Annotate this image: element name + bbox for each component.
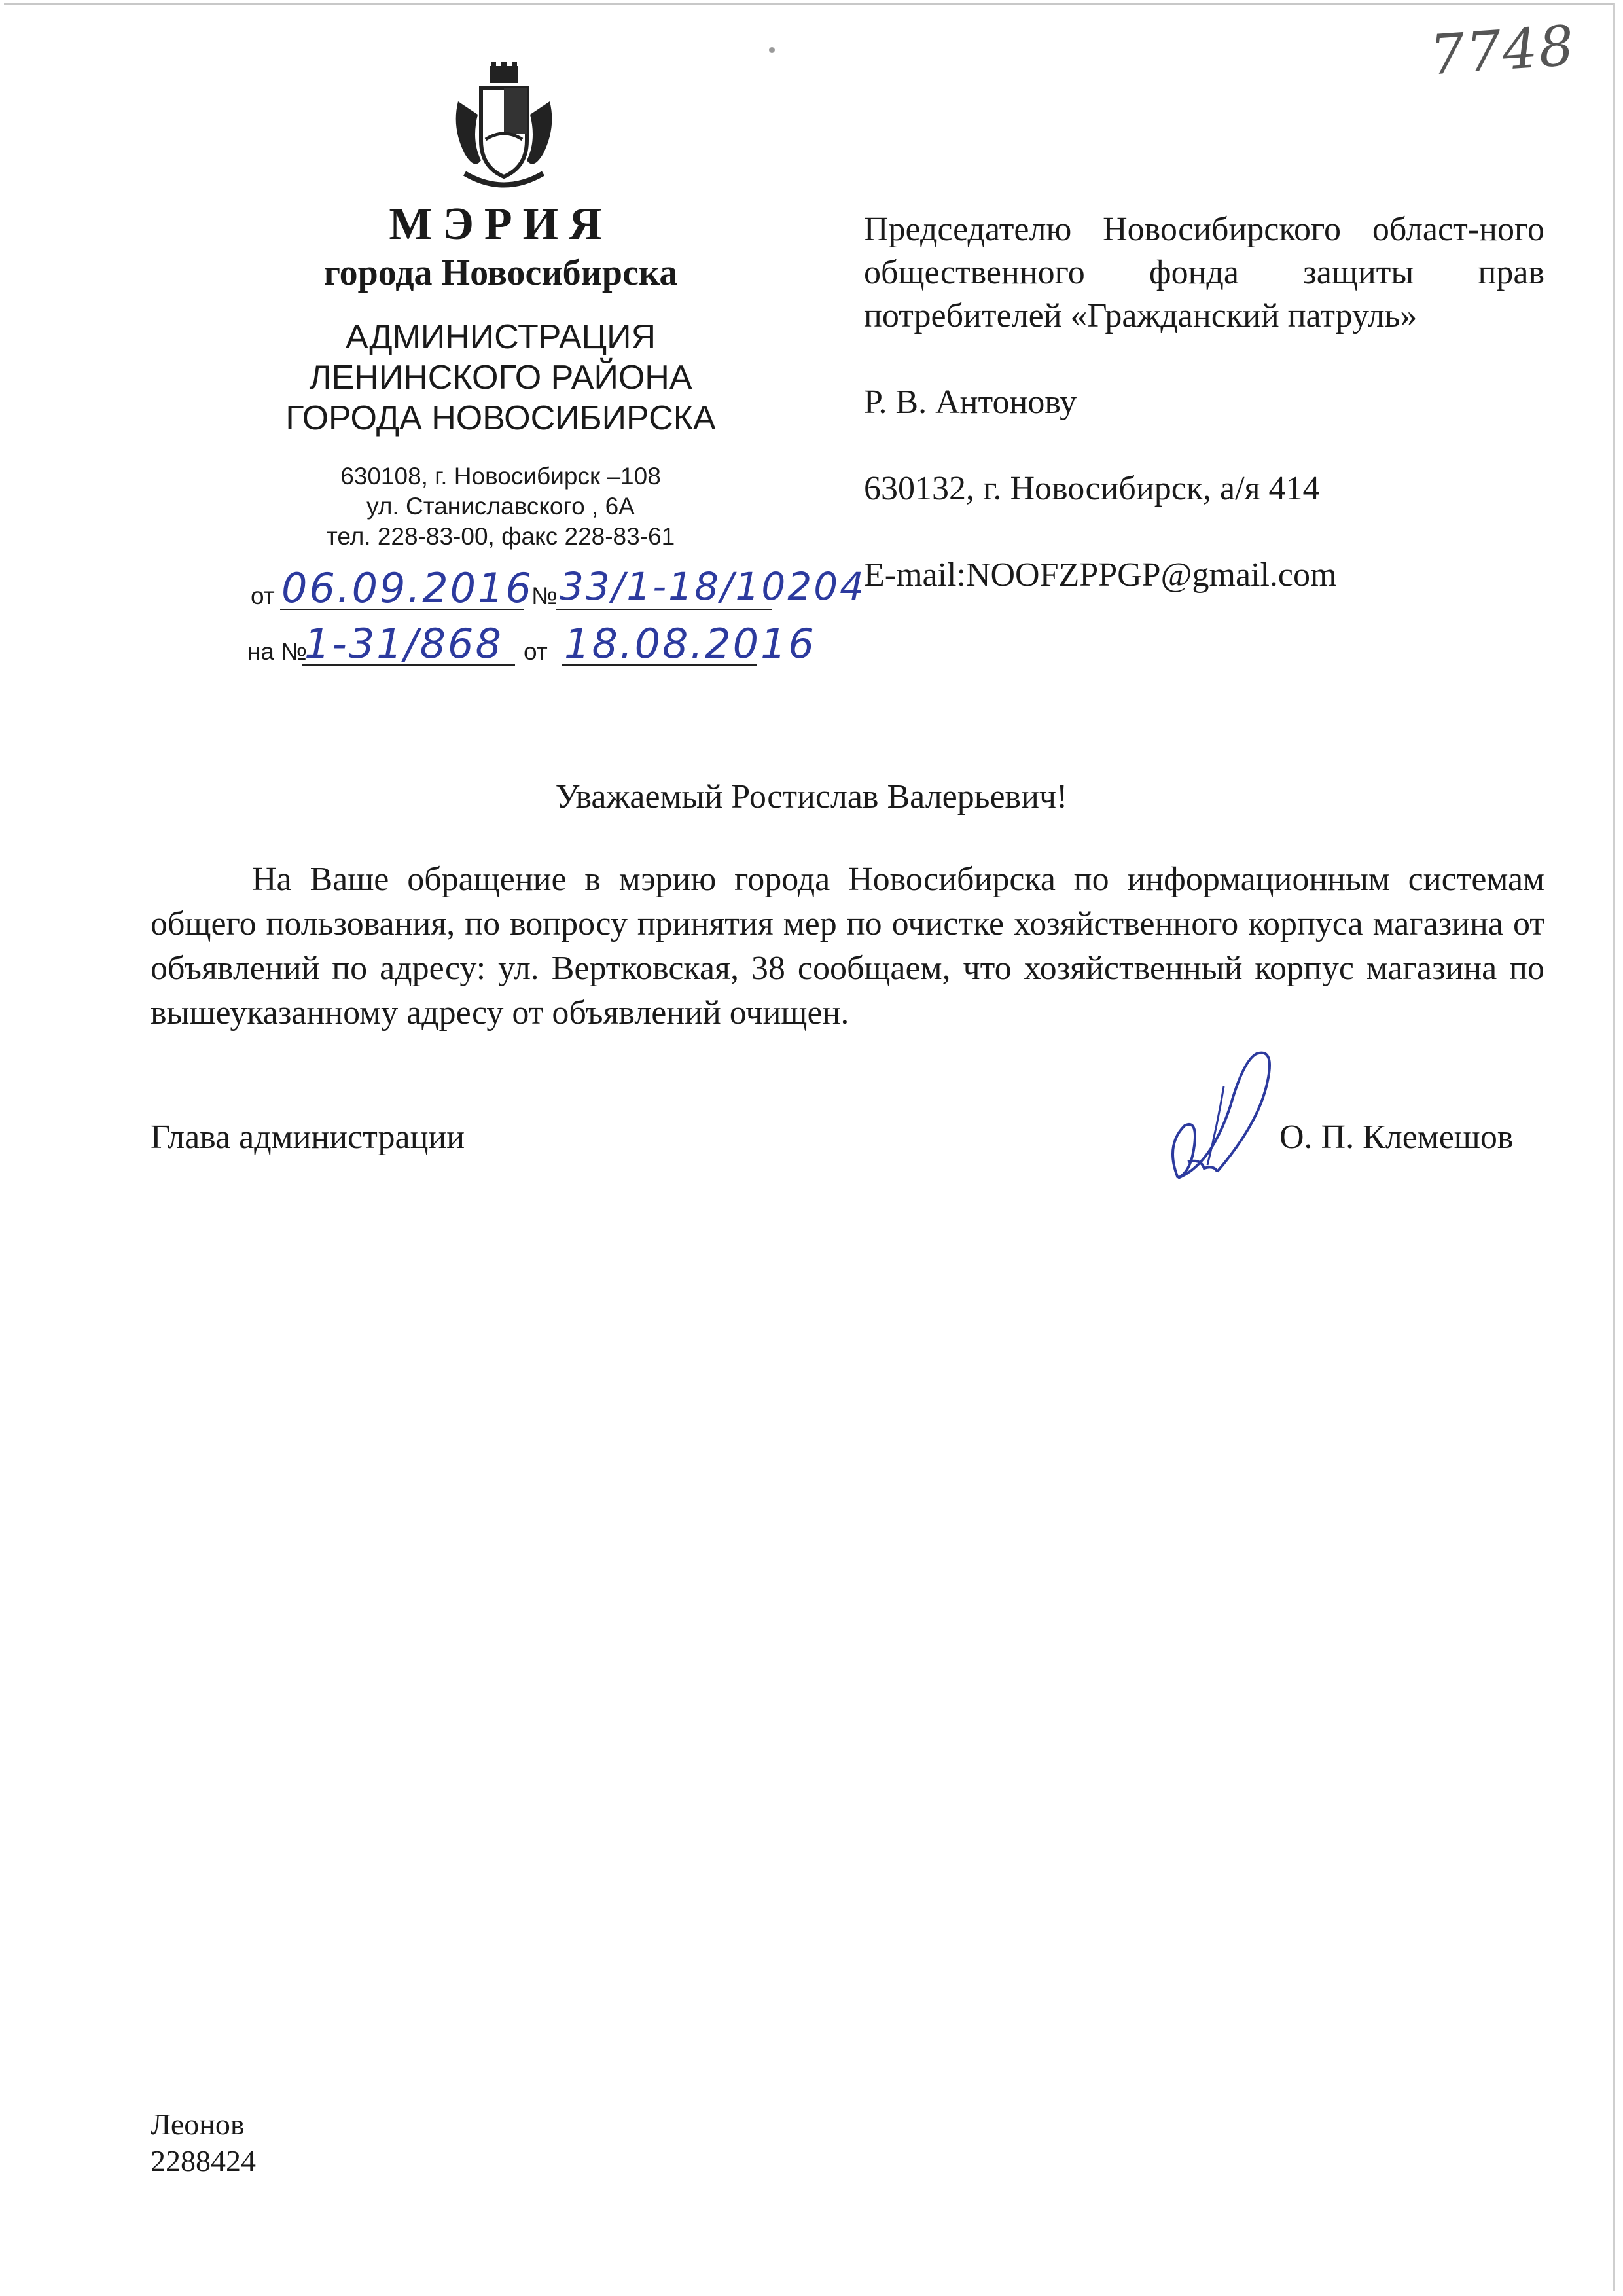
admin-line: АДМИНИСТРАЦИЯ — [345, 318, 656, 356]
admin-line: ЛЕНИНСКОГО РАЙОНА — [309, 359, 692, 397]
executor-footer — [151, 2106, 256, 2179]
number-line — [556, 609, 772, 610]
signatory-name: О. П. Клемешов — [1279, 1119, 1514, 1156]
coat-of-arms-icon — [445, 62, 563, 193]
address-line: ул. Станиславского , 6А — [366, 493, 635, 520]
ref-from-label: от — [524, 638, 548, 665]
recipient-address: 630132, г. Новосибирск, а/я 414 — [864, 470, 1320, 507]
ref-number-label: на № — [247, 638, 307, 665]
address-line: 630108, г. Новосибирск –108 — [340, 463, 661, 490]
ref-date-handwritten: 18.08.2016 — [564, 620, 816, 668]
executor-phone: 2288424 — [151, 2144, 256, 2178]
signatory-role: Глава администрации — [151, 1119, 465, 1156]
scan-speck — [769, 47, 775, 53]
recipient-email: E-mail:NOOFZPPGP@gmail.com — [864, 556, 1337, 594]
body-paragraph: На Ваше обращение в мэрию города Новосибирска по информационным системам общего пользования, по вопросу принятия мер по очистке хозяйственного корпуса магазина от объявлений по адресу: ул. Вертковская, 38 сообщаем, что хозяйственный корпус магазина по вышеуказанному адресу от объявлений очищен. — [151, 861, 1544, 1031]
executor-name: Леонов — [151, 2108, 245, 2141]
number-label: № — [531, 583, 558, 609]
handwritten-corner-number: 7748 — [1427, 13, 1577, 88]
recipient-position: Председателю Новосибирского област-ного общественного фонда защиты прав потребителей «Гражданский патруль» — [864, 211, 1544, 334]
letterhead-address — [216, 461, 785, 552]
number-handwritten: 33/1-18/10204 — [560, 564, 866, 609]
letterhead-title: МЭРИЯ — [389, 199, 613, 249]
recipient-block — [864, 208, 1544, 640]
recipient-name: Р. В. Антонову — [864, 384, 1077, 421]
greeting: Уважаемый Ростислав Валерьевич! — [555, 778, 1068, 816]
from-label: от — [251, 583, 275, 609]
ref-number-handwritten: 1-31/868 — [304, 620, 503, 668]
admin-line: ГОРОДА НОВОСИБИРСКА — [285, 399, 716, 437]
letterhead-city: города Новосибирска — [323, 253, 678, 293]
address-line: тел. 228-83-00, факс 228-83-61 — [326, 523, 675, 550]
from-date-handwritten: 06.09.2016 — [281, 564, 533, 612]
letterhead-administration — [216, 317, 785, 439]
